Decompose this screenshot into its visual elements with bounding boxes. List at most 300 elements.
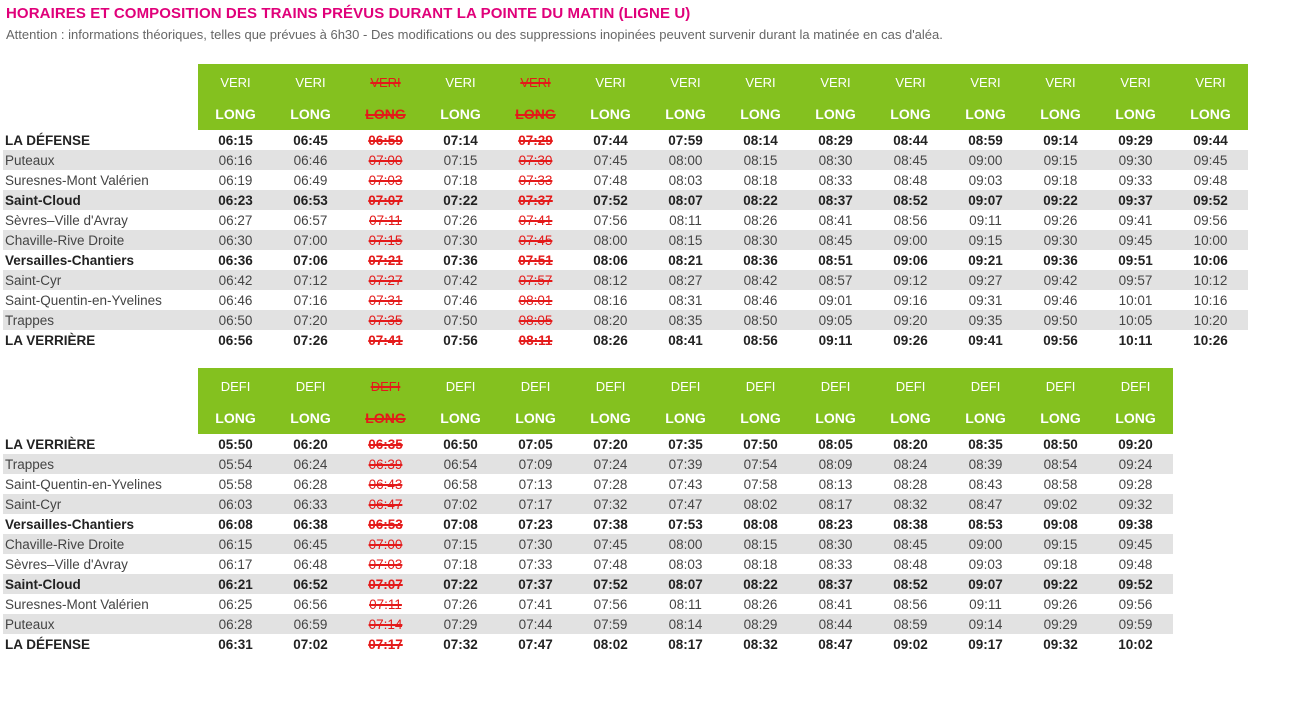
time-cell: 08:59: [873, 614, 948, 634]
time-cell: 09:24: [1098, 454, 1173, 474]
time-cell: 09:29: [1118, 132, 1153, 148]
time-cell: 07:58: [743, 476, 778, 492]
station-name: Puteaux: [3, 150, 198, 170]
table-row: [3, 454, 1173, 474]
cancelled-time-cell: 06:43: [368, 476, 403, 492]
header-blank-cell: [3, 98, 198, 130]
station-name: Saint-Quentin-en-Yvelines: [5, 476, 162, 492]
time-cell: 06:08: [218, 516, 253, 532]
cancelled-time-cell: 07:14: [348, 614, 423, 634]
cancelled-time-cell: 07:03: [368, 556, 403, 572]
time-cell: 08:36: [743, 252, 778, 268]
time-cell: 08:48: [893, 556, 928, 572]
table-row: [3, 474, 1173, 494]
time-cell: 10:26: [1193, 332, 1228, 348]
time-cell: 08:00: [648, 534, 723, 554]
table-row: [3, 514, 1173, 534]
time-cell: 09:48: [1118, 556, 1153, 572]
time-cell: 06:36: [218, 252, 253, 268]
time-cell: 08:56: [893, 596, 928, 612]
cancelled-time-cell: 08:11: [518, 332, 553, 348]
cancelled-time-cell: 07:11: [369, 212, 402, 228]
train-composition-cell: LONG: [498, 402, 573, 434]
time-cell: 08:43: [968, 476, 1003, 492]
time-cell: 09:56: [1193, 212, 1228, 228]
train-code-cell: VERI: [723, 64, 798, 98]
table-row: [3, 594, 1173, 614]
train-code-cell: VERI: [948, 64, 1023, 98]
time-cell: 08:03: [668, 556, 703, 572]
time-cell: 09:45: [1098, 534, 1173, 554]
time-cell: 08:57: [798, 270, 873, 290]
cancelled-time-cell: 08:01: [518, 292, 553, 308]
time-cell: 07:28: [593, 476, 628, 492]
cancelled-time-cell: 07:41: [518, 212, 553, 228]
station-name: Sèvres–Ville d'Avray: [5, 556, 128, 572]
time-cell: 06:48: [293, 556, 328, 572]
time-cell: 07:18: [443, 172, 478, 188]
time-cell: 09:00: [873, 230, 948, 250]
station-name: Puteaux: [3, 614, 198, 634]
time-cell: 08:50: [1043, 436, 1078, 452]
train-composition-cell: LONG: [1023, 98, 1098, 130]
time-cell: 07:41: [518, 596, 553, 612]
train-composition-cell: LONG: [798, 98, 873, 130]
train-composition-cell: LONG: [1173, 98, 1248, 130]
time-cell: 06:15: [218, 132, 253, 148]
time-cell: 09:17: [968, 636, 1003, 652]
time-cell: 06:50: [198, 310, 273, 330]
train-code-cell: DEFI: [798, 368, 873, 402]
cancelled-time-cell: 07:03: [368, 172, 403, 188]
time-cell: 09:56: [1118, 596, 1153, 612]
time-cell: 07:15: [423, 534, 498, 554]
time-cell: 07:29: [423, 614, 498, 634]
table-row: [3, 210, 1248, 230]
time-cell: 09:41: [968, 332, 1003, 348]
time-cell: 07:30: [498, 534, 573, 554]
train-code-row: [3, 368, 1173, 402]
table-row: [3, 574, 1173, 594]
table-row: [3, 554, 1173, 574]
time-cell: 07:53: [668, 516, 703, 532]
time-cell: 08:22: [723, 190, 798, 210]
time-cell: 06:42: [198, 270, 273, 290]
time-cell: 06:21: [198, 574, 273, 594]
time-cell: 09:45: [1098, 230, 1173, 250]
time-cell: 07:18: [443, 556, 478, 572]
time-cell: 07:09: [498, 454, 573, 474]
cancelled-time-cell: 07:29: [518, 132, 553, 148]
time-cell: 07:43: [668, 476, 703, 492]
table-row: [3, 634, 1173, 654]
train-code-cell: VERI: [1173, 64, 1248, 98]
time-cell: 09:57: [1098, 270, 1173, 290]
time-cell: 08:31: [668, 292, 703, 308]
table-row: [3, 434, 1173, 454]
time-cell: 08:07: [648, 190, 723, 210]
time-cell: 07:52: [573, 574, 648, 594]
train-composition-cell: LONG: [873, 98, 948, 130]
train-composition-cell: LONG: [1098, 402, 1173, 434]
station-name: LA VERRIÈRE: [5, 332, 96, 348]
time-cell: 09:18: [1043, 556, 1078, 572]
header-blank-cell: [3, 64, 198, 98]
time-cell: 08:51: [818, 252, 853, 268]
time-cell: 08:52: [873, 574, 948, 594]
time-cell: 07:56: [593, 212, 628, 228]
time-cell: 07:45: [573, 534, 648, 554]
time-cell: 09:01: [818, 292, 853, 308]
time-cell: 05:54: [198, 454, 273, 474]
time-cell: 08:26: [743, 596, 778, 612]
station-name: Saint-Quentin-en-Yvelines: [5, 292, 162, 308]
time-cell: 07:22: [423, 190, 498, 210]
time-cell: 09:12: [873, 270, 948, 290]
time-cell: 06:31: [218, 636, 253, 652]
train-code-cell: DEFI: [198, 368, 273, 402]
cancelled-time-cell: 07:45: [498, 230, 573, 250]
station-name: Saint-Cloud: [3, 190, 198, 210]
train-composition-cell: LONG: [573, 402, 648, 434]
time-cell: 09:27: [948, 270, 1023, 290]
time-cell: 06:03: [198, 494, 273, 514]
time-cell: 09:15: [1023, 534, 1098, 554]
time-cell: 09:05: [798, 310, 873, 330]
train-composition-cell: LONG: [948, 402, 1023, 434]
time-cell: 08:18: [743, 556, 778, 572]
time-cell: 09:18: [1043, 172, 1078, 188]
time-cell: 06:28: [293, 476, 328, 492]
time-cell: 08:09: [798, 454, 873, 474]
time-cell: 07:50: [423, 310, 498, 330]
time-cell: 08:32: [873, 494, 948, 514]
table-row: [3, 170, 1248, 190]
train-code-cell: VERI: [198, 64, 273, 98]
time-cell: 06:23: [198, 190, 273, 210]
time-cell: 08:29: [723, 614, 798, 634]
time-cell: 08:33: [818, 172, 853, 188]
time-cell: 08:14: [743, 132, 778, 148]
cancelled-time-cell: 08:05: [498, 310, 573, 330]
time-cell: 07:47: [518, 636, 553, 652]
time-cell: 09:15: [1023, 150, 1098, 170]
train-composition-cell: LONG: [573, 98, 648, 130]
time-cell: 06:27: [218, 212, 253, 228]
time-cell: 09:14: [948, 614, 1023, 634]
time-cell: 08:37: [798, 574, 873, 594]
time-cell: 07:32: [573, 494, 648, 514]
cancelled-time-cell: 07:21: [368, 252, 403, 268]
time-cell: 06:24: [273, 454, 348, 474]
time-cell: 09:22: [1023, 190, 1098, 210]
time-cell: 07:13: [518, 476, 553, 492]
train-code-cell: VERI: [273, 64, 348, 98]
page-title: HORAIRES ET COMPOSITION DES TRAINS PRÉVUS DURANT LA POINTE DU MATIN (LIGNE U): [6, 5, 691, 22]
train-code-cell: DEFI: [948, 368, 1023, 402]
time-cell: 07:16: [293, 292, 328, 308]
time-cell: 07:33: [518, 556, 553, 572]
time-cell: 07:44: [593, 132, 628, 148]
train-composition-cell: LONG: [723, 402, 798, 434]
time-cell: 07:54: [723, 454, 798, 474]
time-cell: 08:59: [968, 132, 1003, 148]
time-cell: 09:21: [968, 252, 1003, 268]
train-code-cell: VERI: [423, 64, 498, 98]
time-cell: 09:44: [1193, 132, 1228, 148]
time-cell: 08:44: [893, 132, 928, 148]
time-cell: 07:26: [293, 332, 328, 348]
time-cell: 07:59: [573, 614, 648, 634]
time-cell: 08:39: [948, 454, 1023, 474]
time-cell: 09:11: [818, 332, 853, 348]
train-code-cell: VERI: [573, 64, 648, 98]
cancelled-time-cell: 07:07: [348, 574, 423, 594]
time-cell: 06:46: [273, 150, 348, 170]
time-cell: 08:16: [593, 292, 628, 308]
time-cell: 08:14: [648, 614, 723, 634]
time-cell: 08:00: [648, 150, 723, 170]
table-row: [3, 494, 1173, 514]
time-cell: 09:29: [1023, 614, 1098, 634]
time-cell: 08:50: [723, 310, 798, 330]
time-cell: 10:02: [1118, 636, 1153, 652]
train-composition-cell: LONG: [948, 98, 1023, 130]
time-cell: 09:26: [1043, 596, 1078, 612]
time-cell: 08:56: [893, 212, 928, 228]
station-name: LA DÉFENSE: [5, 132, 91, 148]
train-code-cell: VERI: [798, 64, 873, 98]
time-cell: 10:20: [1173, 310, 1248, 330]
cancelled-time-cell: 07:15: [348, 230, 423, 250]
train-composition-cell: LONG: [348, 98, 423, 130]
train-code-cell: VERI: [1023, 64, 1098, 98]
time-cell: 10:01: [1118, 292, 1153, 308]
cancelled-time-cell: 07:27: [348, 270, 423, 290]
time-cell: 08:17: [798, 494, 873, 514]
time-cell: 07:20: [593, 436, 628, 452]
time-cell: 09:06: [893, 252, 928, 268]
time-cell: 09:14: [1043, 132, 1078, 148]
train-composition-cell: LONG: [423, 98, 498, 130]
time-cell: 08:58: [1043, 476, 1078, 492]
cancelled-time-cell: 06:39: [348, 454, 423, 474]
train-code-cell: DEFI: [1098, 368, 1173, 402]
time-cell: 10:16: [1193, 292, 1228, 308]
table-row: [3, 310, 1248, 330]
cancelled-time-cell: 06:53: [368, 516, 403, 532]
train-composition-cell: LONG: [798, 402, 873, 434]
time-cell: 07:15: [423, 150, 498, 170]
train-composition-cell: LONG: [198, 98, 273, 130]
header-blank-cell: [3, 402, 198, 434]
time-cell: 07:02: [293, 636, 328, 652]
station-name: Trappes: [3, 454, 198, 474]
time-cell: 08:05: [818, 436, 853, 452]
time-cell: 08:08: [743, 516, 778, 532]
time-cell: 06:25: [218, 596, 253, 612]
station-name: LA DÉFENSE: [5, 636, 91, 652]
time-cell: 07:38: [593, 516, 628, 532]
cancelled-time-cell: 07:35: [348, 310, 423, 330]
time-cell: 09:38: [1118, 516, 1153, 532]
time-cell: 08:45: [873, 150, 948, 170]
time-cell: 08:42: [723, 270, 798, 290]
time-cell: 09:37: [1098, 190, 1173, 210]
time-cell: 07:45: [573, 150, 648, 170]
time-cell: 09:28: [1118, 476, 1153, 492]
time-cell: 08:35: [968, 436, 1003, 452]
time-cell: 09:36: [1043, 252, 1078, 268]
time-cell: 07:17: [498, 494, 573, 514]
time-cell: 09:50: [1023, 310, 1098, 330]
time-cell: 08:07: [648, 574, 723, 594]
train-code-row: [3, 64, 1248, 98]
time-cell: 08:02: [723, 494, 798, 514]
time-cell: 08:00: [573, 230, 648, 250]
time-cell: 09:20: [1118, 436, 1153, 452]
time-cell: 10:00: [1173, 230, 1248, 250]
time-cell: 07:37: [498, 574, 573, 594]
time-cell: 09:16: [893, 292, 928, 308]
train-composition-row: [3, 402, 1173, 434]
train-composition-cell: LONG: [648, 98, 723, 130]
time-cell: 07:39: [648, 454, 723, 474]
time-cell: 07:02: [423, 494, 498, 514]
time-cell: 08:03: [668, 172, 703, 188]
time-cell: 06:56: [218, 332, 253, 348]
train-composition-cell: LONG: [348, 402, 423, 434]
time-cell: 08:11: [669, 596, 702, 612]
time-cell: 06:45: [273, 534, 348, 554]
time-cell: 07:26: [443, 596, 478, 612]
time-cell: 08:44: [798, 614, 873, 634]
train-composition-cell: LONG: [1098, 98, 1173, 130]
time-cell: 05:58: [218, 476, 253, 492]
table-row: [3, 614, 1173, 634]
time-cell: 09:48: [1193, 172, 1228, 188]
train-code-cell: DEFI: [423, 368, 498, 402]
table-row: [3, 190, 1248, 210]
time-cell: 08:24: [873, 454, 948, 474]
cancelled-time-cell: 07:33: [518, 172, 553, 188]
time-cell: 09:52: [1173, 190, 1248, 210]
time-cell: 06:45: [293, 132, 328, 148]
time-cell: 08:46: [743, 292, 778, 308]
time-cell: 07:50: [743, 436, 778, 452]
time-cell: 09:07: [948, 190, 1023, 210]
train-composition-cell: LONG: [273, 98, 348, 130]
time-cell: 06:19: [218, 172, 253, 188]
train-code-cell: DEFI: [723, 368, 798, 402]
train-composition-row: [3, 98, 1248, 130]
time-cell: 06:33: [273, 494, 348, 514]
time-cell: 08:54: [1023, 454, 1098, 474]
table-row: [3, 534, 1173, 554]
time-cell: 07:48: [593, 556, 628, 572]
time-cell: 07:20: [273, 310, 348, 330]
time-cell: 08:13: [818, 476, 853, 492]
time-cell: 09:46: [1043, 292, 1078, 308]
time-cell: 06:20: [293, 436, 328, 452]
table-row: [3, 130, 1248, 150]
time-cell: 08:41: [818, 596, 853, 612]
time-cell: 07:30: [423, 230, 498, 250]
table-row: [3, 230, 1248, 250]
time-cell: 09:11: [969, 212, 1002, 228]
time-cell: 09:56: [1043, 332, 1078, 348]
time-cell: 09:07: [948, 574, 1023, 594]
time-cell: 08:30: [798, 150, 873, 170]
time-cell: 09:03: [968, 556, 1003, 572]
header-blank-cell: [3, 368, 198, 402]
time-cell: 06:38: [293, 516, 328, 532]
time-cell: 09:41: [1118, 212, 1153, 228]
time-cell: 07:35: [668, 436, 703, 452]
train-composition-cell: LONG: [423, 402, 498, 434]
time-cell: 08:21: [668, 252, 703, 268]
time-cell: 06:54: [423, 454, 498, 474]
station-name: Trappes: [3, 310, 198, 330]
train-code-cell: DEFI: [273, 368, 348, 402]
time-cell: 08:32: [743, 636, 778, 652]
time-cell: 08:45: [873, 534, 948, 554]
time-cell: 06:16: [198, 150, 273, 170]
train-code-cell: DEFI: [1023, 368, 1098, 402]
station-name: Chaville-Rive Droite: [3, 230, 198, 250]
time-cell: 08:45: [798, 230, 873, 250]
station-name: LA VERRIÈRE: [5, 436, 96, 452]
time-cell: 07:12: [273, 270, 348, 290]
train-code-cell: DEFI: [873, 368, 948, 402]
time-cell: 09:00: [948, 534, 1023, 554]
time-cell: 07:59: [668, 132, 703, 148]
cancelled-time-cell: 07:51: [518, 252, 553, 268]
time-cell: 07:46: [443, 292, 478, 308]
time-cell: 09:52: [1098, 574, 1173, 594]
cancelled-time-cell: 06:35: [368, 436, 403, 452]
time-cell: 09:08: [1043, 516, 1078, 532]
time-cell: 08:37: [798, 190, 873, 210]
time-cell: 08:22: [723, 574, 798, 594]
cancelled-time-cell: 06:47: [348, 494, 423, 514]
train-code-cell: VERI: [498, 64, 573, 98]
time-cell: 09:32: [1043, 636, 1078, 652]
time-cell: 09:02: [893, 636, 928, 652]
time-cell: 09:30: [1023, 230, 1098, 250]
time-cell: 05:50: [218, 436, 253, 452]
time-cell: 09:45: [1173, 150, 1248, 170]
time-cell: 09:51: [1118, 252, 1153, 268]
time-cell: 08:27: [648, 270, 723, 290]
time-cell: 08:41: [818, 212, 853, 228]
station-name: Suresnes-Mont Valérien: [5, 172, 149, 188]
time-cell: 08:26: [743, 212, 778, 228]
time-cell: 07:48: [593, 172, 628, 188]
train-composition-cell: LONG: [1023, 402, 1098, 434]
train-code-cell: DEFI: [348, 368, 423, 402]
time-cell: 07:26: [443, 212, 478, 228]
time-cell: 09:20: [873, 310, 948, 330]
table-row: [3, 290, 1248, 310]
station-name: Sèvres–Ville d'Avray: [5, 212, 128, 228]
time-cell: 09:26: [893, 332, 928, 348]
train-composition-cell: LONG: [873, 402, 948, 434]
time-cell: 08:47: [818, 636, 853, 652]
cancelled-time-cell: 07:00: [348, 534, 423, 554]
train-code-cell: VERI: [873, 64, 948, 98]
station-name: Versailles-Chantiers: [5, 252, 135, 268]
